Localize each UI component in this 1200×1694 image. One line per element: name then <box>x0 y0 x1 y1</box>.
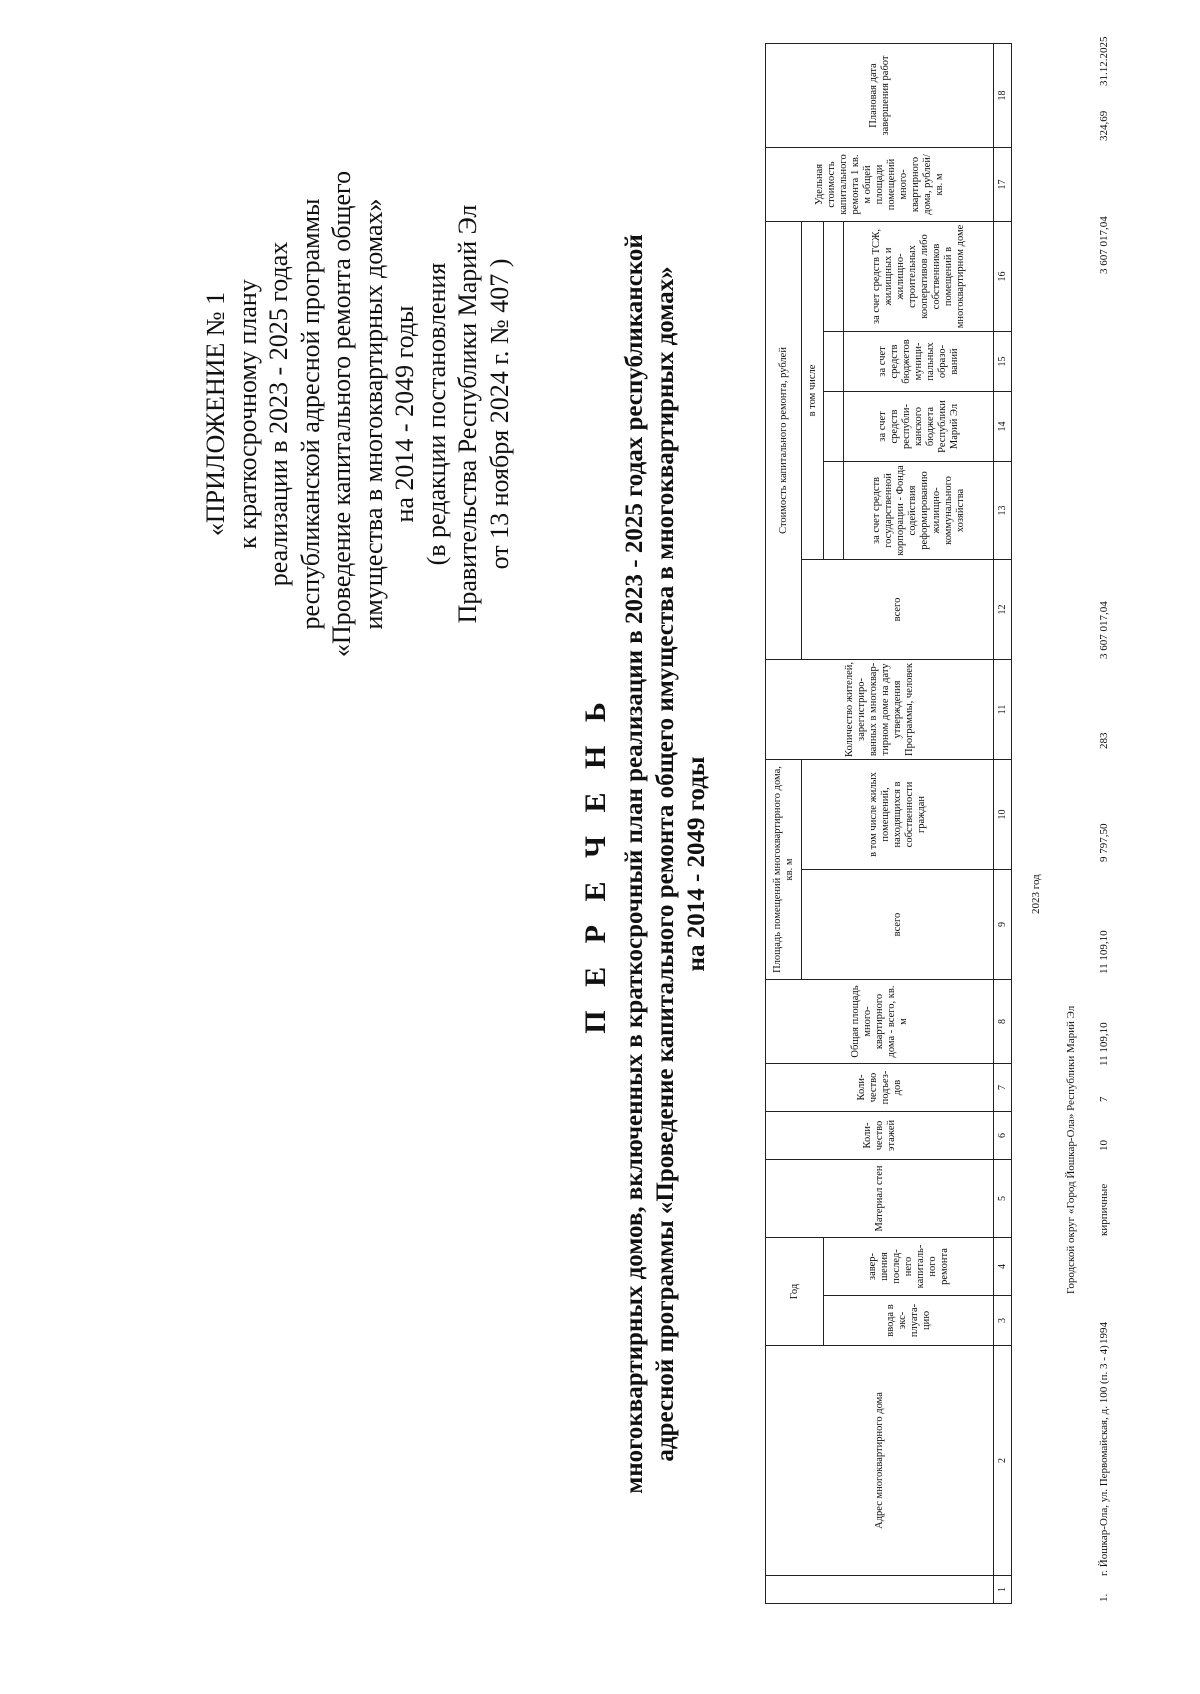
header-cost: Стоимость капитального ремонта, рублей <box>766 221 802 659</box>
row-entrances: 7 <box>1098 1096 1110 1102</box>
column-number: 2 <box>994 1346 1012 1576</box>
column-number: 9 <box>994 870 1012 980</box>
row-floors: 10 <box>1098 1140 1110 1151</box>
column-number: 5 <box>994 1160 1012 1238</box>
row-plan-date: 31.12.2025 <box>1098 36 1110 86</box>
header-premises-total: всего <box>802 870 994 980</box>
column-number: 16 <box>994 221 1012 331</box>
row-year-commission: 1994 <box>1098 1322 1110 1344</box>
appendix-line: Правительства Республики Марий Эл <box>453 204 482 624</box>
row-address: г. Йошкар-Ола, ул. Первомайская, д. 100 (п. 3 - 4) <box>1098 1345 1110 1576</box>
appendix-line: республиканской адресной программы <box>295 198 325 630</box>
header-cost-including: в том числе <box>802 221 824 559</box>
appendix-line: от 13 ноября 2024 г. № 407 ) <box>484 258 514 570</box>
row-wall: кирпичные <box>1098 1183 1110 1236</box>
header-year: Год <box>766 1238 824 1346</box>
row-residents: 283 <box>1098 732 1110 749</box>
header-total-area: Общая площадь много-квартирного дома - всего, кв. м <box>766 980 994 1064</box>
column-number: 11 <box>994 659 1012 759</box>
row-unit-cost: 324,69 <box>1098 110 1110 141</box>
row-cost-total: 3 607 017,04 <box>1098 601 1110 659</box>
appendix-line: реализации в 2023 - 2025 годах <box>264 241 293 587</box>
title-line: многоквартирных домов, включенных в краткосрочный план реализации в 2023 - 2025 годах республиканской <box>621 234 648 1494</box>
header-cost-total: всего <box>802 559 994 659</box>
column-number: 1 <box>994 1576 1012 1604</box>
column-number: 13 <box>994 461 1012 559</box>
appendix-line: на 2014 - 2049 годы <box>390 305 419 523</box>
column-number: 3 <box>994 1296 1012 1346</box>
houses-table <box>765 43 1012 1604</box>
column-number: 8 <box>994 980 1012 1064</box>
header-premises-area: Площадь помещений многоквартирного дома, кв. м <box>766 759 802 979</box>
appendix-line: (в редакции постановления <box>421 262 451 566</box>
column-number: 18 <box>994 43 1012 147</box>
header-cost-republic: за счет средств республи-канского бюджета Республики Марий Эл <box>844 391 994 461</box>
appendix-line: к краткосрочному плану <box>232 279 262 549</box>
header-floors: Коли-чество этажей <box>766 1112 994 1160</box>
appendix-header <box>200 144 515 684</box>
column-number: 10 <box>994 759 1012 869</box>
header-cost-municipal: за счет средств бюджетов муници-пальных образо-ваний <box>844 331 994 391</box>
header-wall: Материал стен <box>766 1160 994 1238</box>
column-number: 17 <box>994 147 1012 221</box>
header-premises-private: в том числе жилых помещений, находящихся в собственности граждан <box>802 759 994 869</box>
row-number: 1. <box>1098 1593 1110 1602</box>
appendix-line: имущества в многоквартирных домах» <box>358 198 388 630</box>
header-residents: Количество жителей, зарегистриро-ванных в многоквар-тирном доме на дату утверждения Программы, человек <box>766 659 994 759</box>
column-number: 6 <box>994 1112 1012 1160</box>
header-entrances: Коли-чество подъез-дов <box>766 1064 994 1112</box>
row-premises-total: 11 109,10 <box>1098 930 1110 974</box>
section-year: 2023 год <box>1030 874 1042 914</box>
title-heading: П Е Р Е Ч Е Н Ь <box>579 694 612 1034</box>
appendix-line: «Проведение капитального ремонта общего <box>327 170 356 658</box>
header-year-commission: ввода в экс-плуата-цию <box>824 1296 994 1346</box>
header-year-last-repair: завер-шения послед-него капиталь-ного ремонта <box>824 1238 994 1296</box>
title-line: адресной программы «Проведение капитального ремонта общего имущества в многоквартирных домах» <box>652 266 679 1462</box>
column-number: 14 <box>994 391 1012 461</box>
document-title <box>580 114 712 1614</box>
header-address: Адрес многоквартирного дома <box>766 1346 994 1576</box>
header-unit-cost: Удельная стоимость капитального ремонта 1 кв. м общей площади помещений много-квартирного дома, рублей/кв. м <box>766 147 994 221</box>
appendix-line: «ПРИЛОЖЕНИЕ № 1 <box>201 291 230 537</box>
column-number: 12 <box>994 559 1012 659</box>
column-number: 4 <box>994 1238 1012 1296</box>
column-number: 15 <box>994 331 1012 391</box>
header-cost-fund: за счет средств государственной корпорации - Фонда содействия реформированию жилищно-коммунального хозяйства <box>844 461 994 559</box>
header-cost-owners: за счет средств ТСЖ, жилищных и жилищно-строительных кооперативов либо собственников помещений в многоквартирном доме <box>844 221 994 331</box>
row-total-area: 11 109,10 <box>1098 1022 1110 1066</box>
title-line: на 2014 - 2049 годы <box>683 756 710 972</box>
row-premises-private: 9 797,50 <box>1098 823 1110 862</box>
column-number: 7 <box>994 1064 1012 1112</box>
section-district: Городской округ «Город Йошкар-Ола» Республики Марий Эл <box>1065 1005 1077 1294</box>
header-plan-date: Плановая дата завершения работ <box>766 43 994 147</box>
row-cost-owners: 3 607 017,04 <box>1098 216 1110 274</box>
